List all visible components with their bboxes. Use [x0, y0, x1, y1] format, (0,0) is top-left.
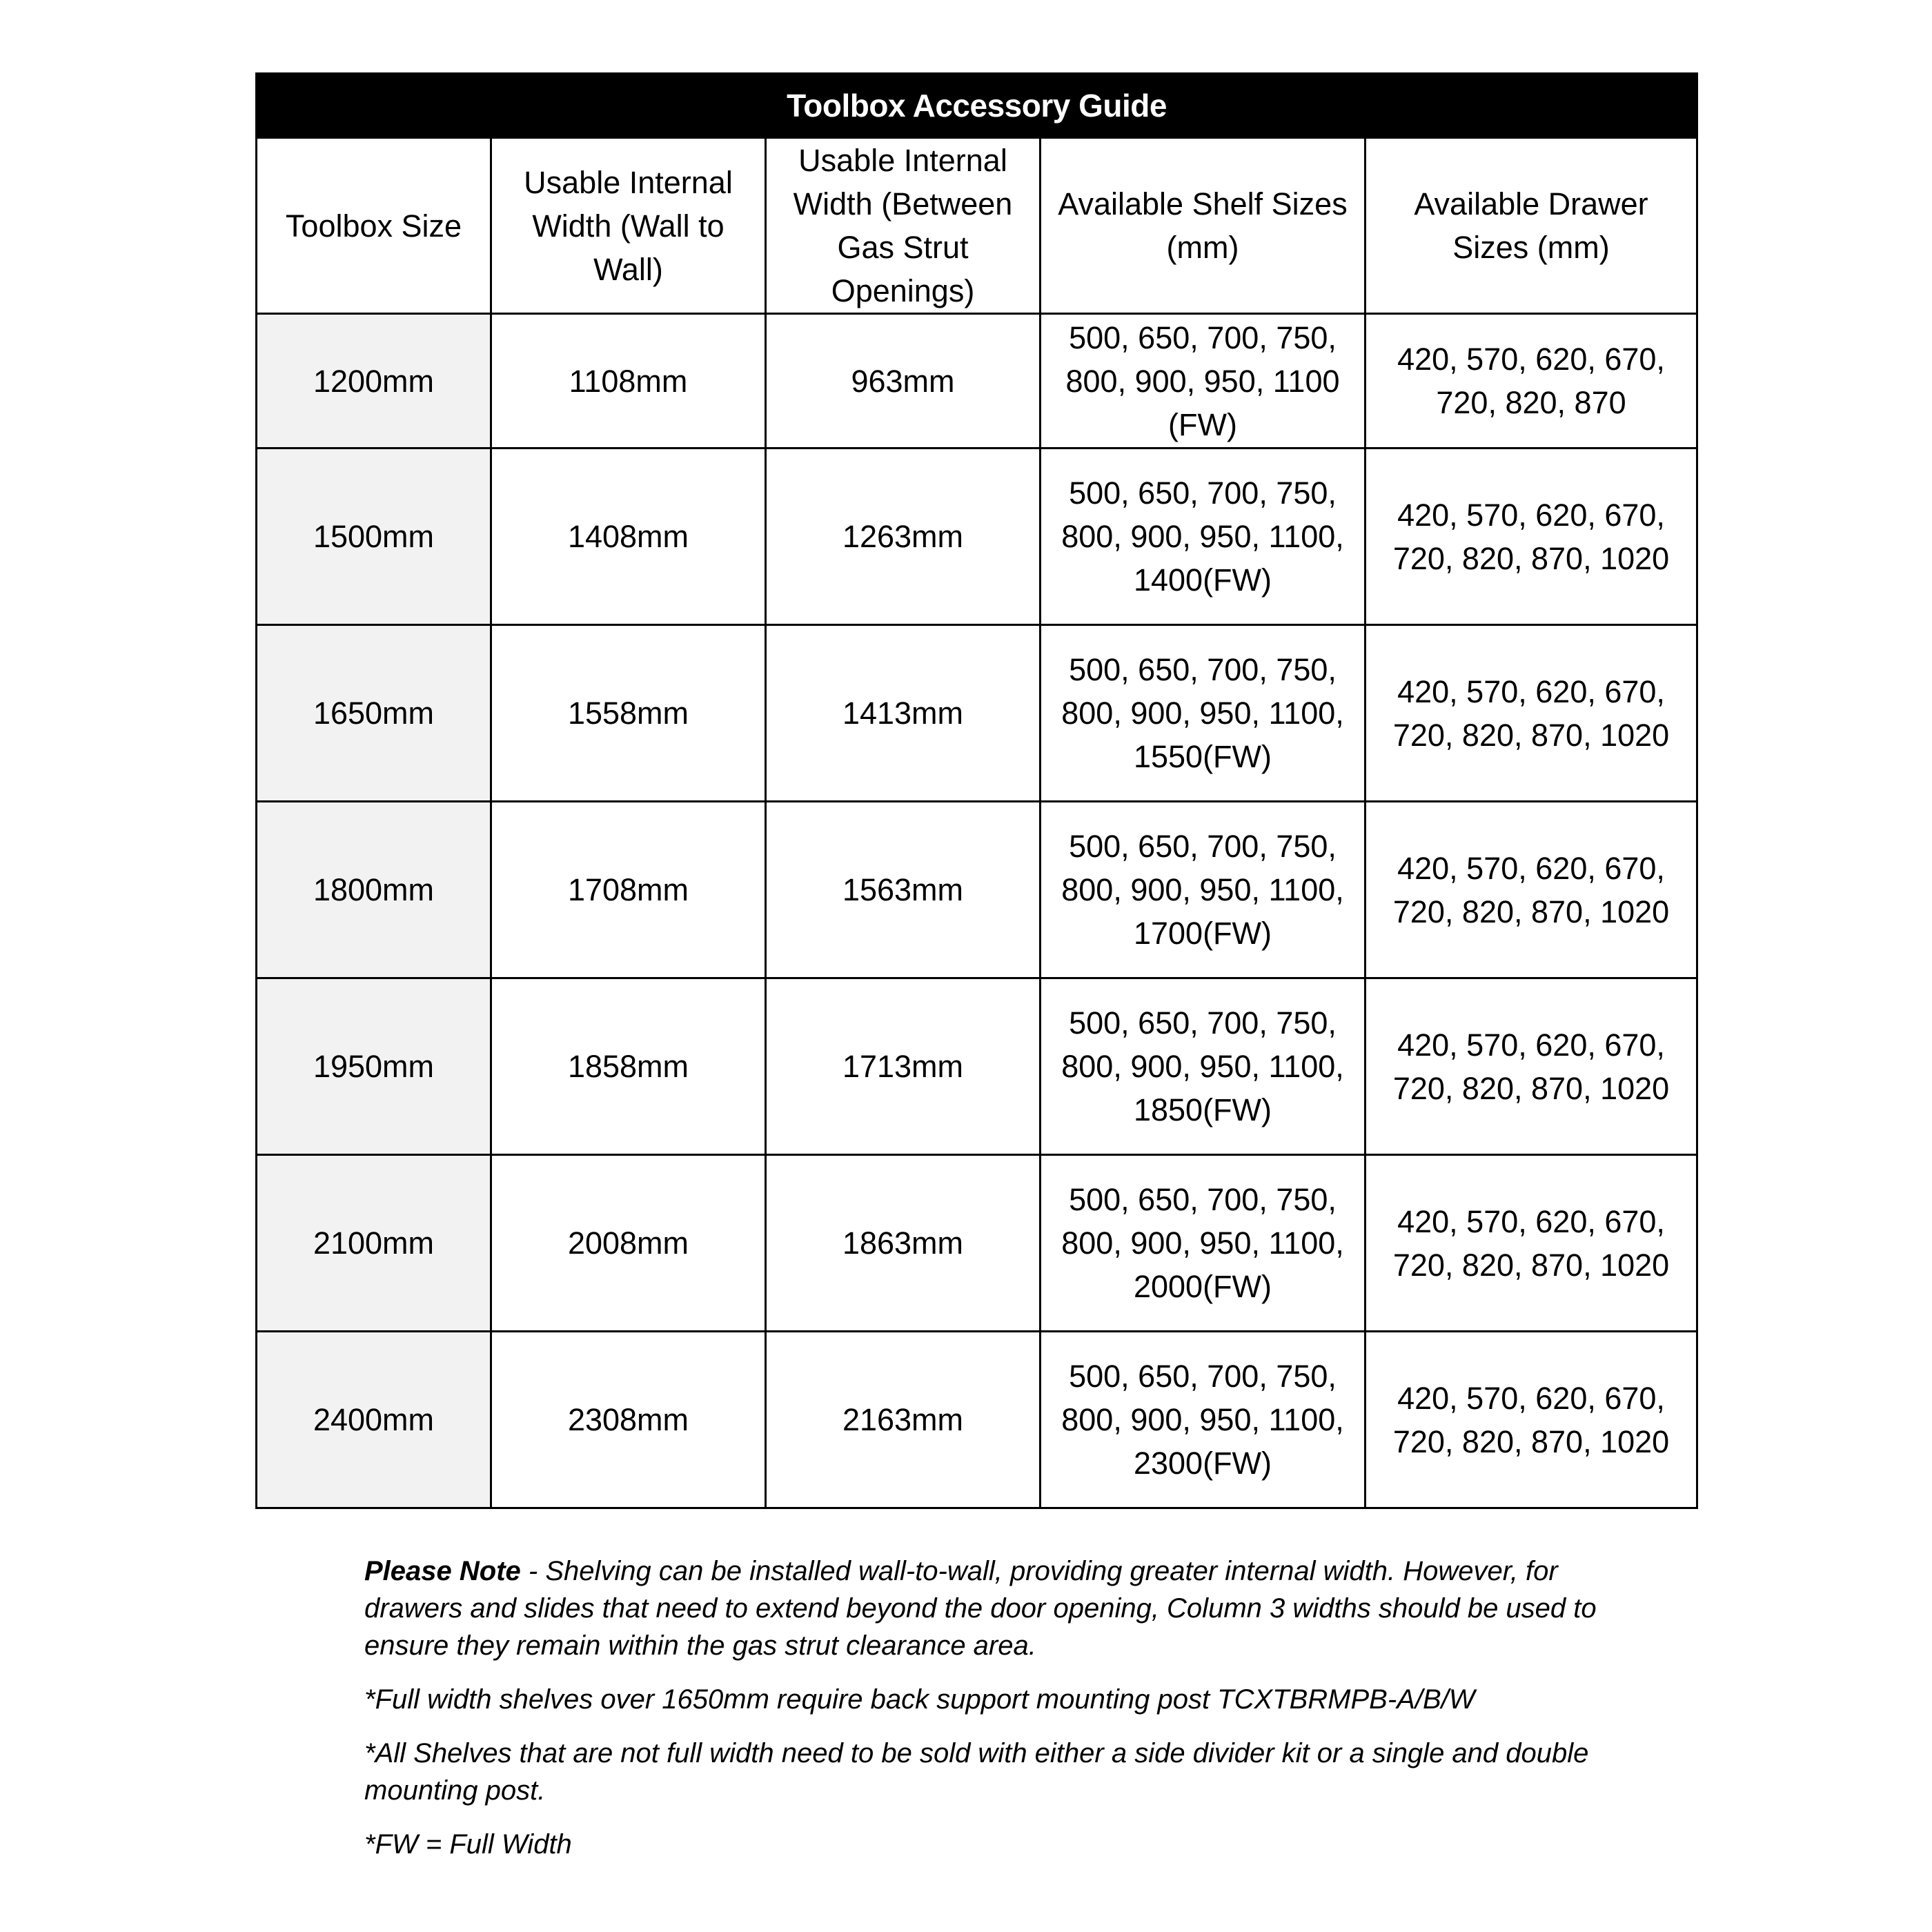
cell-wall-to-wall: 2308mm: [491, 1332, 766, 1508]
cell-shelf-sizes: 500, 650, 700, 750, 800, 900, 950, 1100, 2300(FW): [1041, 1332, 1366, 1508]
cell-shelf-sizes: 500, 650, 700, 750, 800, 900, 950, 1100, 1850(FW): [1041, 978, 1366, 1155]
notes-section: [364, 1552, 1641, 1880]
cell-toolbox-size: 1500mm: [257, 448, 491, 625]
cell-shelf-sizes: 500, 650, 700, 750, 800, 900, 950, 1100, 1550(FW): [1041, 625, 1366, 802]
please-note-text: - Shelving can be installed wall-to-wall, providing greater internal width. However, for drawers and slides that need to extend beyond the door opening, Column 3 widths should be used to ensure they remain within the gas strut clearance area.: [364, 1556, 1597, 1661]
cell-wall-to-wall: 2008mm: [491, 1155, 766, 1332]
column-header-toolbox-size: Toolbox Size: [257, 138, 491, 314]
cell-drawer-sizes: 420, 570, 620, 670, 720, 820, 870: [1366, 314, 1697, 448]
cell-drawer-sizes: 420, 570, 620, 670, 720, 820, 870, 1020: [1366, 448, 1697, 625]
table-row: [257, 1155, 1697, 1332]
cell-drawer-sizes: 420, 570, 620, 670, 720, 820, 870, 1020: [1366, 1332, 1697, 1508]
cell-shelf-sizes: 500, 650, 700, 750, 800, 900, 950, 1100, 1400(FW): [1041, 448, 1366, 625]
cell-shelf-sizes: 500, 650, 700, 750, 800, 900, 950, 1100, 2000(FW): [1041, 1155, 1366, 1332]
column-header-wall-to-wall: Usable Internal Width (Wall to Wall): [491, 138, 766, 314]
table-row: [257, 1332, 1697, 1508]
cell-toolbox-size: 1650mm: [257, 625, 491, 802]
please-note-label: Please Note: [364, 1556, 521, 1586]
cell-wall-to-wall: 1708mm: [491, 802, 766, 978]
cell-toolbox-size: 1200mm: [257, 314, 491, 448]
cell-between-struts: 1563mm: [766, 802, 1041, 978]
note-full-width-post: *Full width shelves over 1650mm require back support mounting post TCXTBRMPB-A/B/W: [364, 1684, 1475, 1715]
column-header-drawer-sizes: Available Drawer Sizes (mm): [1366, 138, 1697, 314]
cell-shelf-sizes: 500, 650, 700, 750, 800, 900, 950, 1100 (FW): [1041, 314, 1366, 448]
cell-drawer-sizes: 420, 570, 620, 670, 720, 820, 870, 1020: [1366, 1155, 1697, 1332]
cell-drawer-sizes: 420, 570, 620, 670, 720, 820, 870, 1020: [1366, 625, 1697, 802]
table-row: [257, 448, 1697, 625]
cell-toolbox-size: 1800mm: [257, 802, 491, 978]
cell-wall-to-wall: 1108mm: [491, 314, 766, 448]
table-row: [257, 802, 1697, 978]
cell-between-struts: 1263mm: [766, 448, 1041, 625]
cell-between-struts: 963mm: [766, 314, 1041, 448]
cell-drawer-sizes: 420, 570, 620, 670, 720, 820, 870, 1020: [1366, 978, 1697, 1155]
note-fw-definition: *FW = Full Width: [364, 1829, 572, 1860]
cell-shelf-sizes: 500, 650, 700, 750, 800, 900, 950, 1100, 1700(FW): [1041, 802, 1366, 978]
cell-drawer-sizes: 420, 570, 620, 670, 720, 820, 870, 1020: [1366, 802, 1697, 978]
cell-toolbox-size: 2100mm: [257, 1155, 491, 1332]
table-row: [257, 314, 1697, 448]
cell-between-struts: 1713mm: [766, 978, 1041, 1155]
cell-wall-to-wall: 1558mm: [491, 625, 766, 802]
cell-wall-to-wall: 1858mm: [491, 978, 766, 1155]
table-title: Toolbox Accessory Guide: [257, 74, 1697, 138]
cell-toolbox-size: 1950mm: [257, 978, 491, 1155]
cell-between-struts: 2163mm: [766, 1332, 1041, 1508]
cell-wall-to-wall: 1408mm: [491, 448, 766, 625]
cell-toolbox-size: 2400mm: [257, 1332, 491, 1508]
cell-between-struts: 1413mm: [766, 625, 1041, 802]
please-note: [364, 1552, 1641, 1664]
table-row: [257, 625, 1697, 802]
note-divider-kit: *All Shelves that are not full width need to be sold with either a side divider kit or a single and double mounting post.: [364, 1738, 1589, 1806]
column-header-between-struts: Usable Internal Width (Between Gas Strut Openings): [766, 138, 1041, 314]
toolbox-accessory-guide-table: [255, 72, 1698, 1509]
table-row: [257, 978, 1697, 1155]
column-header-shelf-sizes: Available Shelf Sizes (mm): [1041, 138, 1366, 314]
cell-between-struts: 1863mm: [766, 1155, 1041, 1332]
